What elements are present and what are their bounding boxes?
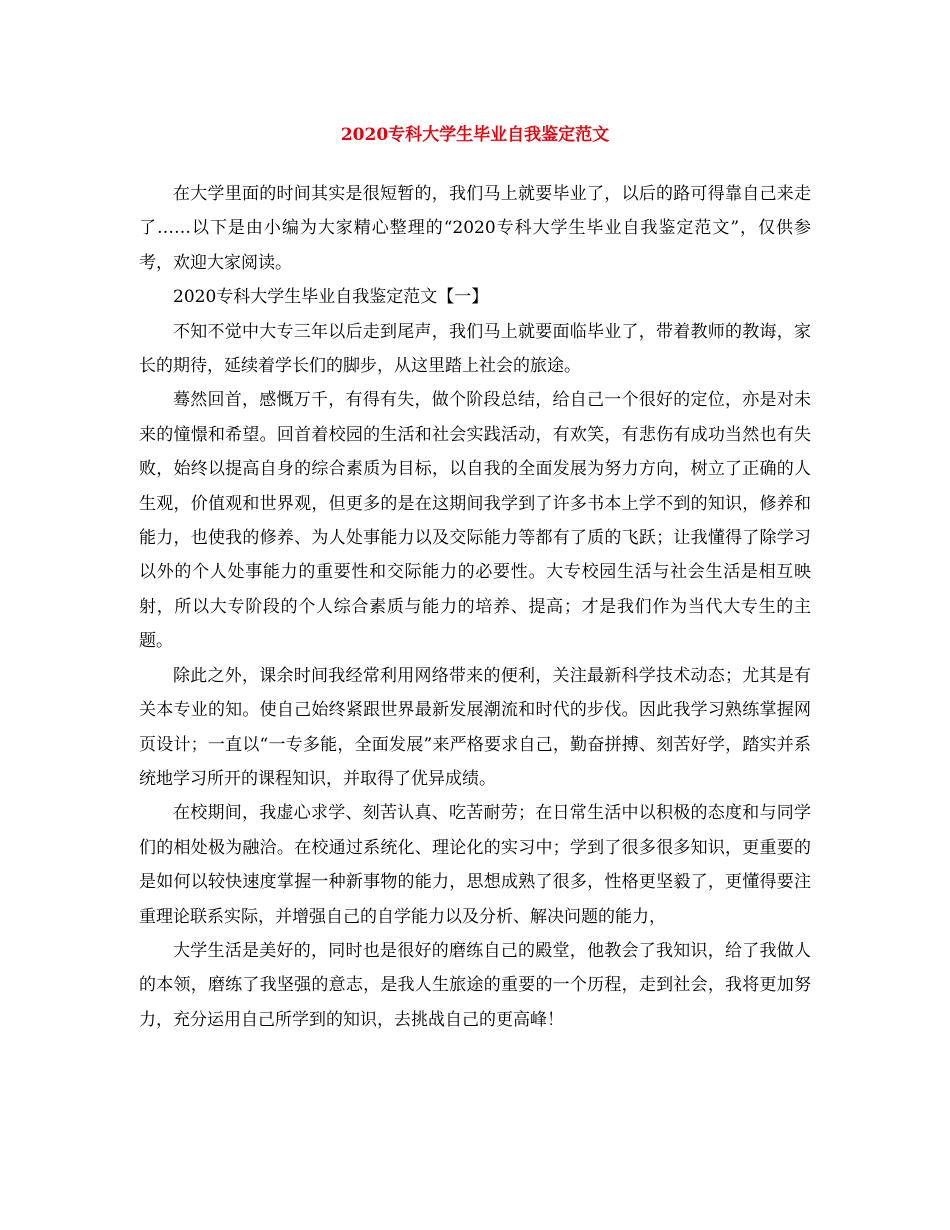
paragraph-5: 大学生活是美好的，同时也是很好的磨练自己的殿堂，他教会了我知识，给了我做人的本领，磨练了我坚强的意志，是我人生旅途的重要的一个历程，走到社会，我将更加努力，充分运用自己所学到的知识，去挑战自己的更高峰！ (139, 940, 811, 1030)
section-heading: 2020专科大学生毕业自我鉴定范文【一】 (173, 287, 489, 308)
document-body (139, 177, 811, 1037)
paragraph-4: 在校期间，我虚心求学、刻苦认真、吃苦耐劳；在日常生活中以积极的态度和与同学们的相处极为融洽。在校通过系统化、理论化的实习中；学到了很多很多知识，更重要的是如何以较快速度掌握一种新事物的能力，思想成熟了很多，性格更坚毅了，更懂得要注重理论联系实际，并增强自己的自学能力以及分析、解决问题的能力， (139, 803, 811, 927)
paragraph-1: 不知不觉中大专三年以后走到尾声，我们马上就要面临毕业了，带着教师的教诲，家长的期待，延续着学长们的脚步，从这里踏上社会的旅途。 (139, 321, 811, 377)
paragraph-2: 蓦然回首，感慨万千，有得有失，做个阶段总结，给自己一个很好的定位，亦是对未来的憧憬和希望。回首着校园的生活和社会实践活动，有欢笑，有悲伤有成功当然也有失败，始终以提高自身的综合素质为目标，以自我的全面发展为努力方向，树立了正确的人生观，价值观和世界观，但更多的是在这期间我学到了许多书本上学不到的知识，修养和能力，也使我的修养、为人处事能力以及交际能力等都有了质的飞跃；让我懂得了除学习以外的个人处事能力的重要性和交际能力的必要性。大专校园生活与社会生活是相互映射，所以大专阶段的个人综合素质与能力的培养、提高；才是我们作为当代大专生的主题。 (139, 390, 811, 652)
document-title: 2020专科大学生毕业自我鉴定范文 (340, 125, 610, 145)
paragraph-intro: 在大学里面的时间其实是很短暂的，我们马上就要毕业了，以后的路可得靠自己来走了……以下是由小编为大家精心整理的“2020专科大学生毕业自我鉴定范文”，仅供参考，欢迎大家阅读。 (139, 184, 811, 273)
paragraph-3: 除此之外，课余时间我经常利用网络带来的便利，关注最新科学技术动态；尤其是有关本专业的知。使自己始终紧跟世界最新发展潮流和时代的步伐。因此我学习熟练掌握网页设计；一直以“一专多能，全面发展”来严格要求自己，勤奋拼搏、刻苦好学，踏实并系统地学习所开的课程知识，并取得了优异成绩。 (139, 665, 811, 789)
